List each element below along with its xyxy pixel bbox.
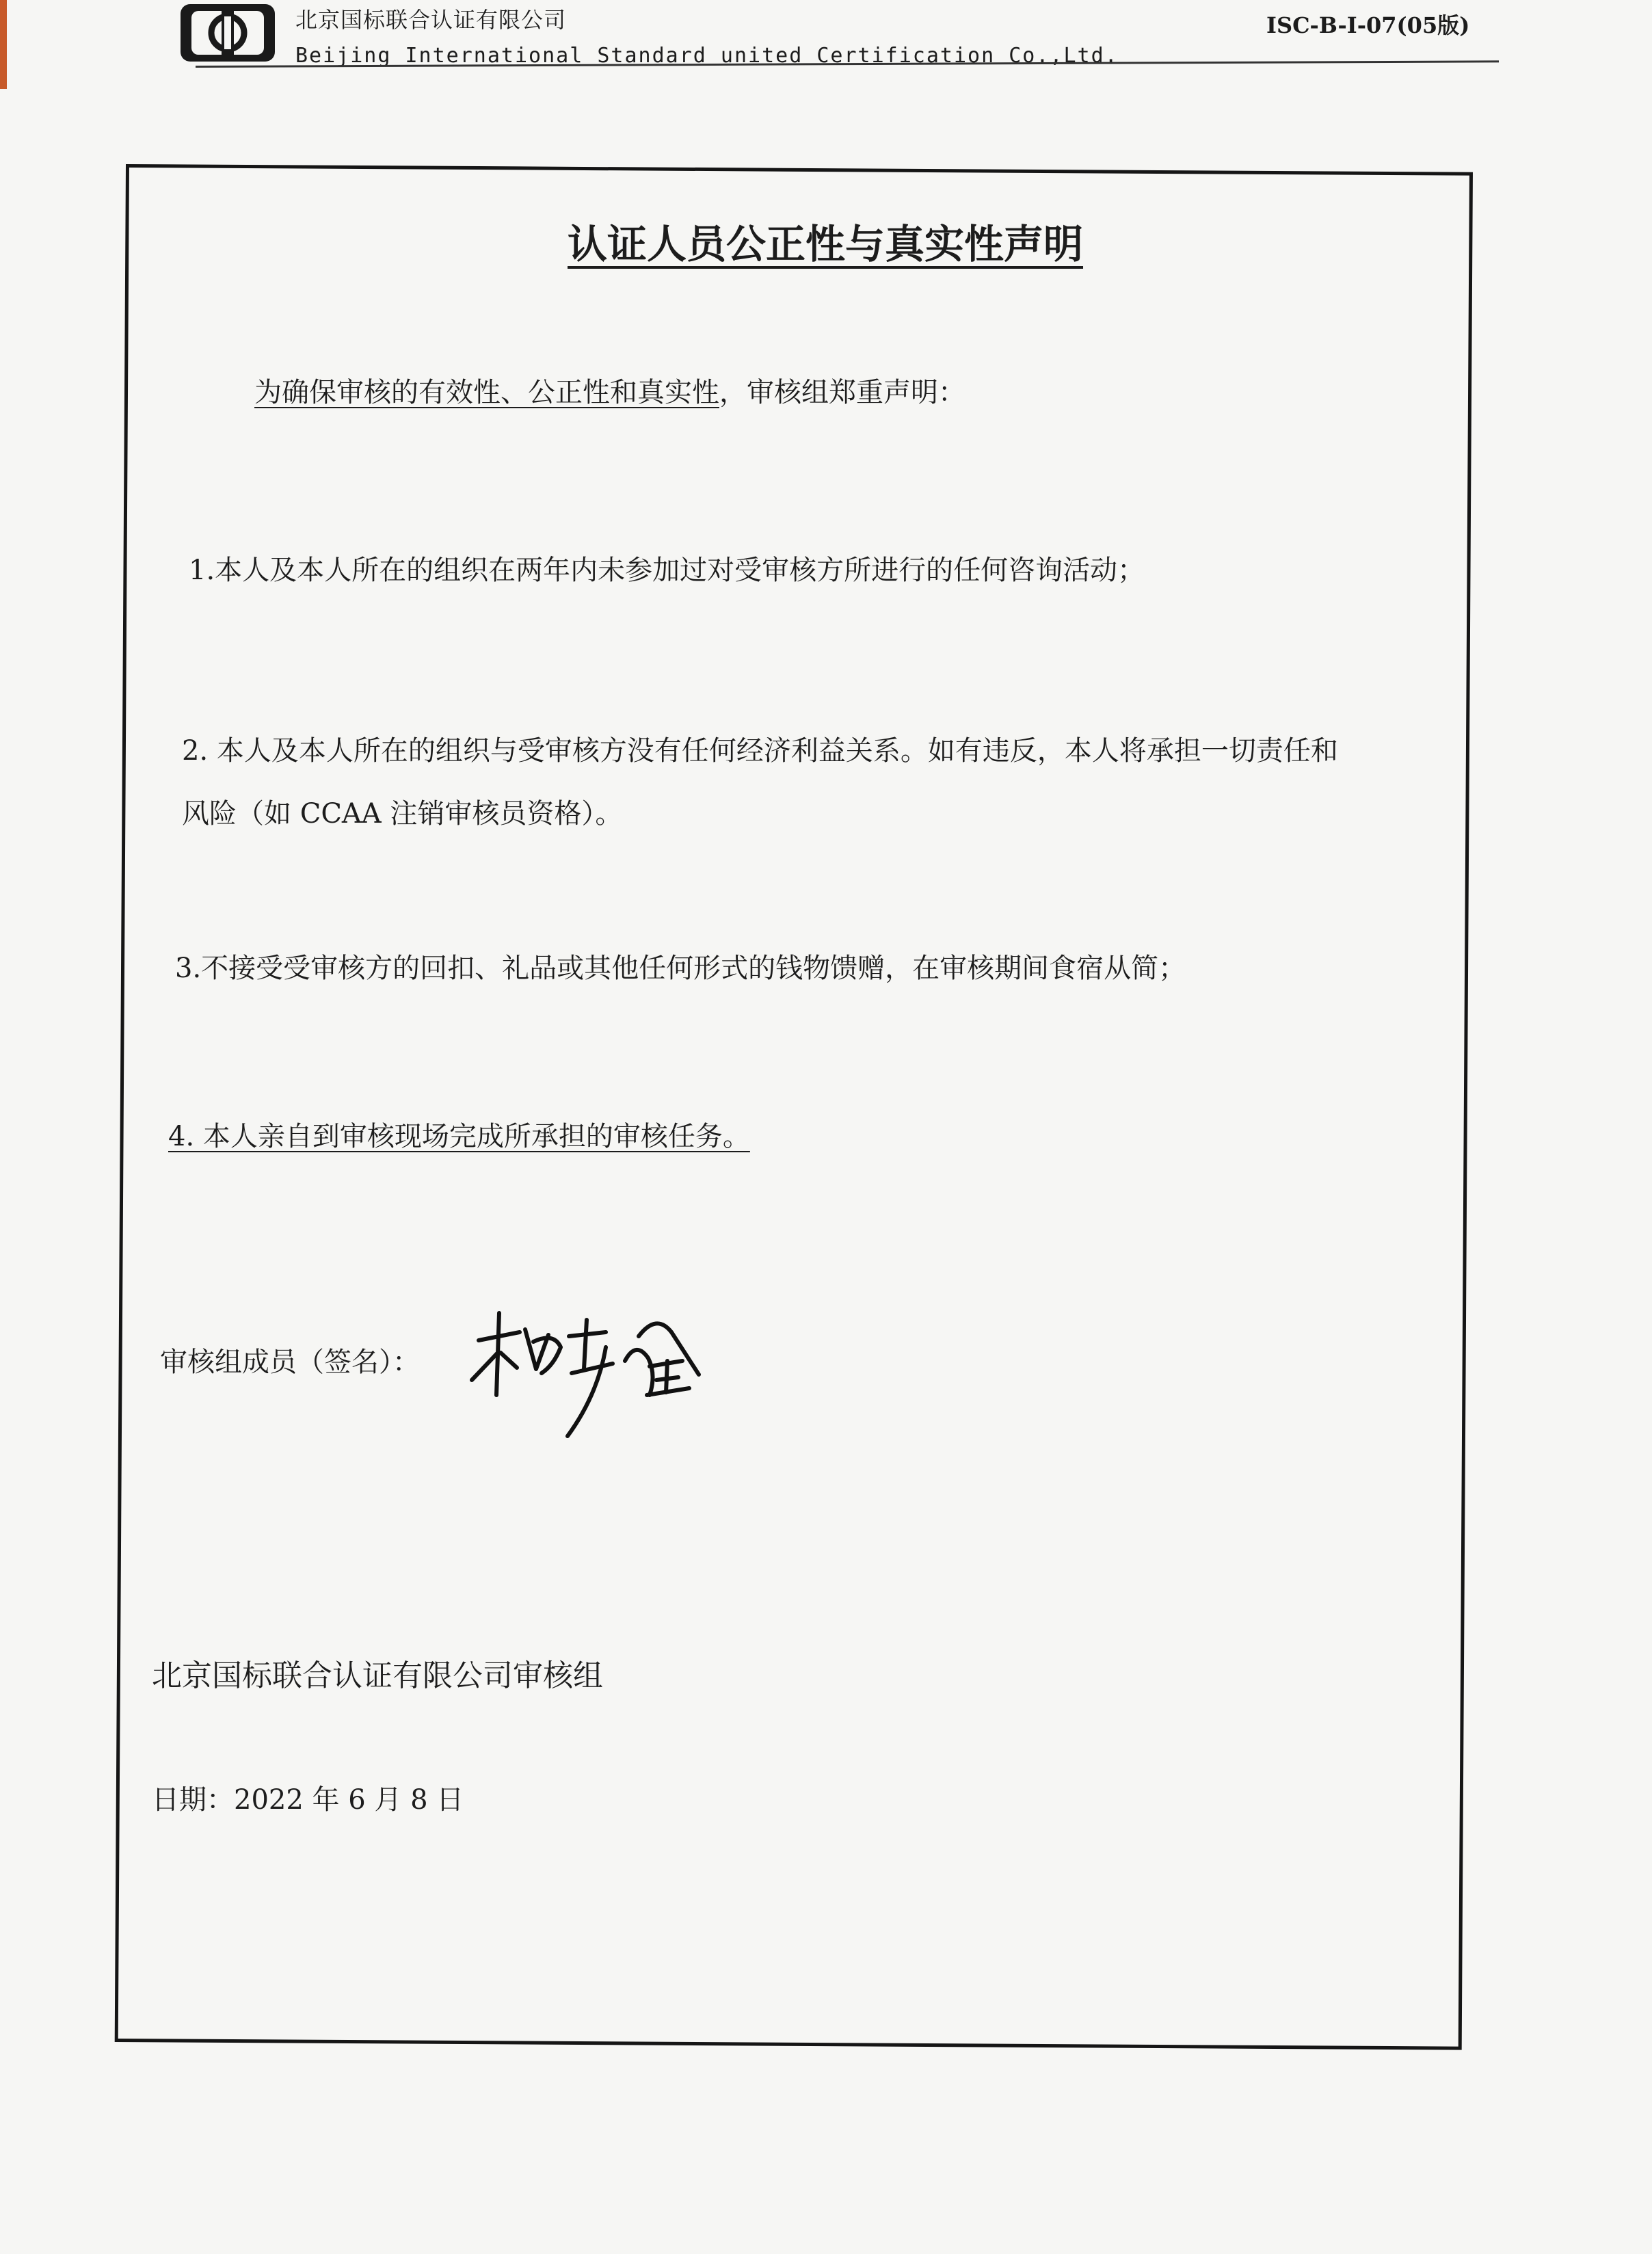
declaration-frame [115, 164, 1473, 2050]
company-name-cn: 北京国标联合认证有限公司 [295, 7, 567, 33]
company-name-en: Beijing International Standard united Certification Co.,Ltd. [295, 44, 1119, 68]
declaration-item-1: 1.本人及本人所在的组织在两年内未参加过对受审核方所进行的任何咨询活动； [189, 555, 1145, 586]
intro-rest-text: ，审核组郑重声明： [719, 377, 965, 408]
page-title: 认证人员公正性与真实性声明 [568, 221, 1084, 267]
intro-underlined-text: 为确保审核的有效性、公正性和真实性 [254, 377, 719, 408]
declaration-item-3: 3.不接受受审核方的回扣、礼品或其他任何形式的钱物馈赠，在审核期间食宿从简； [175, 953, 1186, 984]
company-logo [176, 0, 279, 66]
declaration-item-2-line-1: 2. 本人及本人所在的组织与受审核方没有任何经济利益关系。如有违反，本人将承担一切责任和 [182, 735, 1338, 767]
scan-edge-mark [0, 0, 7, 89]
organization-name: 北京国标联合认证有限公司审核组 [152, 1658, 603, 1693]
signing-date: 日期：2022 年 6 月 8 日 [152, 1784, 464, 1816]
declaration-item-2-line-2: 风险（如 CCAA 注销审核员资格）。 [182, 798, 623, 830]
declaration-item-4: 4. 本人亲自到审核现场完成所承担的审核任务。 [168, 1121, 750, 1152]
handwritten-signature [451, 1292, 711, 1450]
intro-statement [254, 375, 965, 410]
signature-label: 审核组成员（签名）： [160, 1347, 420, 1378]
document-code: ISC-B-I-07(05版) [1266, 12, 1470, 38]
declaration-item-2 [182, 719, 1338, 845]
